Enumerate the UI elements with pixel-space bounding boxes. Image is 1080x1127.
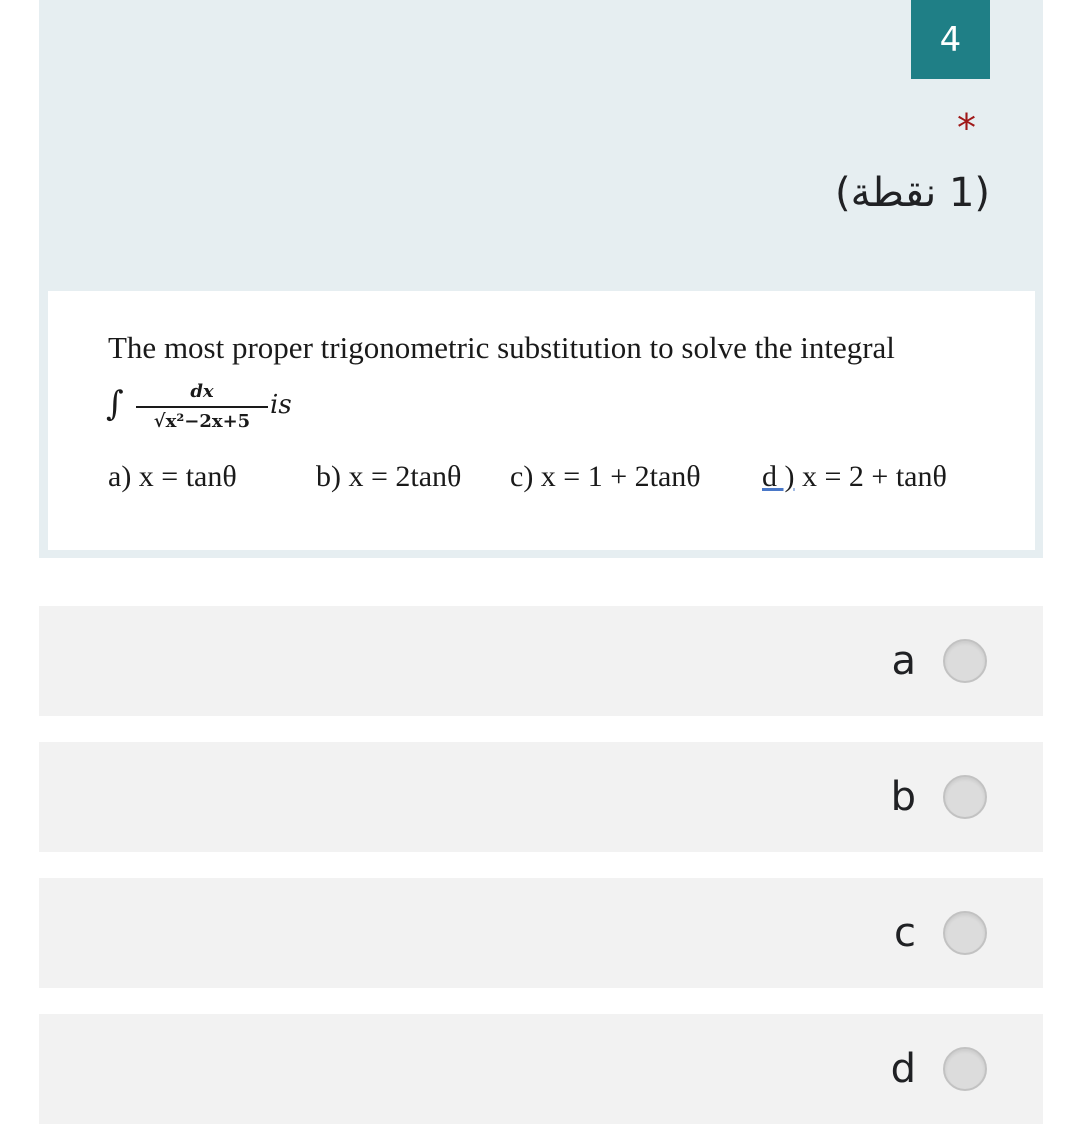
question-number-badge: 4 (911, 0, 990, 79)
integral-sign: ∫ (106, 384, 124, 424)
fraction-bar (136, 406, 268, 408)
radio-button[interactable] (943, 911, 987, 955)
radio-button[interactable] (943, 1047, 987, 1091)
option-text-c: c) x = 1 + 2tanθ (510, 460, 701, 493)
question-text: The most proper trigonometric substitution to solve the integral (108, 330, 895, 365)
question-points: (1 نقطة) (834, 170, 990, 216)
integral-suffix: is (270, 390, 292, 420)
choice-label: d (890, 1046, 916, 1092)
choice-label: b (890, 774, 916, 820)
choice-label: a (891, 638, 916, 684)
choice-option-b[interactable] (39, 742, 1043, 852)
option-text-b: b) x = 2tanθ (316, 460, 462, 493)
option-d-value: x = 2 + tanθ (794, 460, 947, 493)
choice-option-c[interactable] (39, 878, 1043, 988)
option-d-label: d ) (762, 460, 795, 493)
option-text-a: a) x = tanθ (108, 460, 237, 493)
choice-option-a[interactable] (39, 606, 1043, 716)
radio-button[interactable] (943, 775, 987, 819)
choice-label: c (894, 910, 916, 956)
option-text-d (762, 460, 947, 494)
required-marker: * (957, 106, 976, 150)
integral-fraction (132, 382, 272, 433)
integral-numerator: dx (190, 381, 214, 402)
choice-option-d[interactable] (39, 1014, 1043, 1124)
radio-button[interactable] (943, 639, 987, 683)
integral-denominator: √x²−2x+5 (153, 411, 251, 432)
